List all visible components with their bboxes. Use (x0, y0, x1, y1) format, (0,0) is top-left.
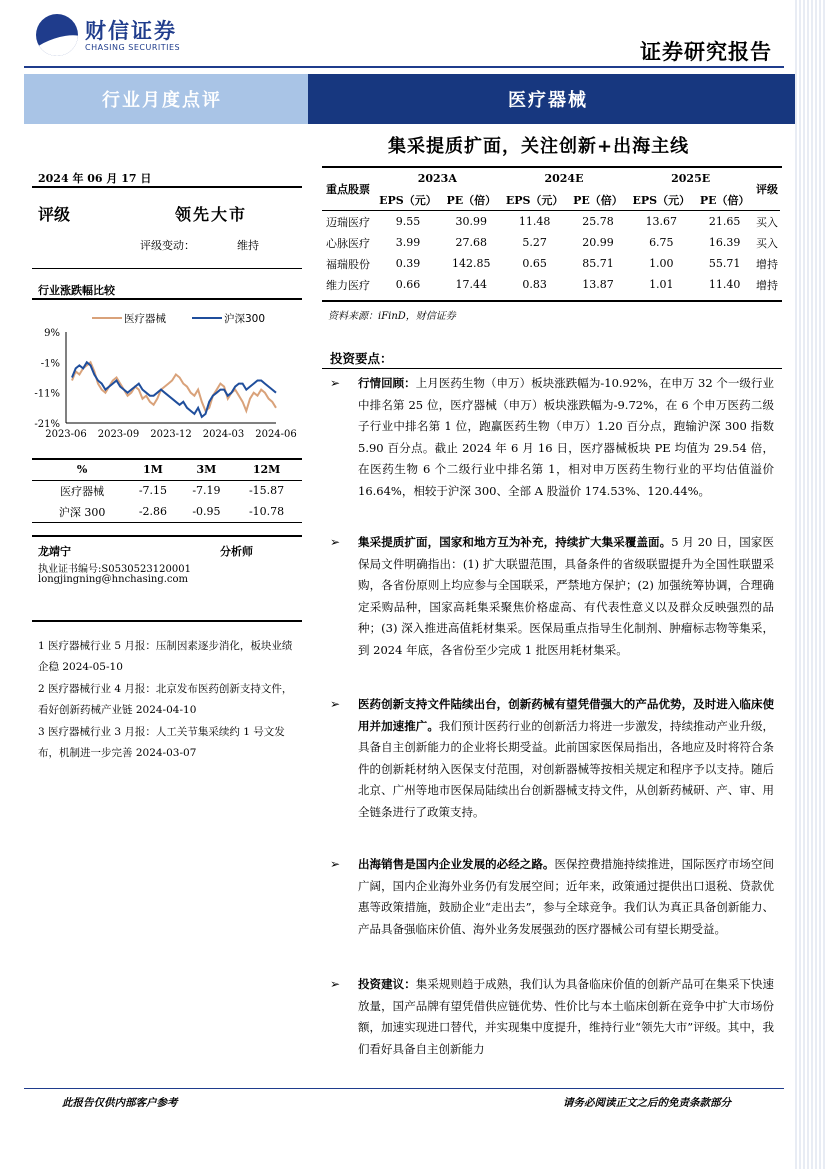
table-row (322, 274, 780, 295)
footer-disclaimer: 请务必阅读正文之后的免责条款部分 (563, 1097, 731, 1109)
divider (322, 300, 782, 302)
bullet-item (330, 532, 774, 661)
banner-industry-label: 医疗器械 (508, 90, 588, 111)
table-cell: 沪深 300 (58, 505, 106, 519)
table-row (322, 211, 780, 233)
table-cell: 迈瑞医疗 (325, 215, 370, 229)
bullet-item (330, 854, 774, 940)
divider (32, 268, 302, 269)
footer-note: 此报告仅供内部客户参考 (62, 1097, 178, 1109)
table-cell: 买入 (755, 215, 778, 229)
bullet-item (330, 974, 774, 1082)
arrow-bullet-icon: ➢ (330, 535, 341, 549)
table-cell: 142.85 (452, 257, 491, 270)
table-cell: 1.00 (649, 257, 674, 270)
table-row (322, 232, 780, 253)
divider (32, 480, 302, 481)
table-cell: 买入 (755, 236, 778, 250)
y-tick-label: 9% (44, 328, 60, 339)
divider (32, 298, 302, 300)
table-cell: -15.87 (248, 484, 285, 497)
table-cell: 0.39 (395, 257, 421, 270)
bullet-text: 医保控费措施持续推进，国际医疗市场空间广阔，国内企业海外业务仍有发展空间；近年来，政策通过提供出口退税、贷款优惠等政策措施，鼓励企业“走出去”，参与全球竞争。我们认为真正具备创新能力、产品具备强临床价值、海外业务发展强劲的医疗器械公司有望长期受益。 (358, 857, 775, 936)
related-report[interactable]: 3 医疗器械行业 3 月报：人工关节集采续约 1 号文发布，机制进一步完善 2024-03-07 (38, 726, 285, 759)
table-cell: 0.65 (522, 257, 547, 270)
table-cell: -10.78 (248, 505, 285, 518)
table-cell: 11.48 (518, 215, 551, 228)
bullet-heading: 集采提质扩面，国家和地方互为补充，持续扩大集采覆盖面。 (358, 535, 672, 549)
side-decoration (795, 0, 827, 1169)
rating-change-label: 评级变动： (140, 239, 195, 252)
table-row (38, 480, 300, 501)
analyst-email[interactable]: longjingning@hnchasing.com (38, 574, 189, 585)
x-tick-label: 2023-09 (97, 429, 140, 440)
table-header-cell: 3M (196, 463, 217, 476)
bullet-text: 我们预计医药行业的创新活力将进一步激发，持续推动产业升级，具备自主创新能力的企业将长期受益。此前国家医保局指出，各地应及时将符合条件的创新耗材纳入医保支付范围，对创新器械等按相关规定和程序予以支持。随后北京、广州等地市医保局陆续出台创新器械支持文件，从创新药械研、产、审、用全链条进行了政策支持。 (358, 718, 775, 819)
table-source: 资料来源：iFinD，财信证券 (328, 311, 456, 322)
arrow-bullet-icon: ➢ (330, 857, 341, 871)
table-cell: 27.68 (455, 236, 488, 249)
performance-table (38, 459, 300, 522)
divider (32, 535, 302, 537)
bullet-heading: 出海销售是国内企业发展的必经之路。 (358, 857, 555, 871)
analyst-cert: 执业证书编号:S0530523120001 (38, 564, 191, 575)
logo-icon (36, 14, 78, 56)
report-type: 证券研究报告 (640, 39, 772, 64)
report-title: 集采提质扩面，关注创新+出海主线 (388, 136, 690, 157)
arrow-bullet-icon: ➢ (330, 977, 341, 991)
rating-label: 评级 (38, 205, 71, 224)
legend-label: 沪深300 (224, 313, 266, 325)
table-header-cell: EPS（元） (379, 193, 437, 207)
table-cell: 55.71 (708, 257, 741, 270)
table-group-header: 2025E (671, 172, 711, 185)
stock-table (322, 168, 780, 295)
legend-label: 医疗器械 (124, 313, 166, 325)
table-cell: 6.75 (649, 236, 674, 249)
related-report[interactable]: 2 医疗器械行业 4 月报：北京发布医药创新支持文件，看好创新药械产业链 2024-04-10 (38, 683, 293, 716)
bullet-heading: 投资建议： (358, 977, 416, 991)
table-header-row (322, 189, 780, 211)
rating-value: 领先大市 (175, 205, 248, 224)
banner-category (24, 74, 308, 124)
table-header-cell: % (76, 463, 88, 476)
performance-chart (30, 302, 302, 444)
table-cell: 增持 (755, 257, 778, 271)
table-cell: 21.65 (708, 215, 741, 228)
bullet-item (330, 694, 774, 823)
bullet-heading: 医药创新支持文件陆续出台，创新药械有望凭借强大的产品优势，及时进入临床使用并加速推广。 (358, 697, 774, 733)
header-divider (24, 66, 784, 68)
table-group-header: 2023A (417, 172, 457, 185)
table-cell: 16.39 (708, 236, 741, 249)
table-header-cell: PE（倍） (446, 193, 497, 207)
table-cell: 17.44 (455, 278, 488, 291)
points-title: 投资要点： (330, 351, 393, 366)
rating-change-value: 维持 (237, 239, 259, 252)
divider (322, 368, 782, 369)
divider (32, 458, 302, 460)
x-tick-label: 2024-03 (202, 429, 245, 440)
table-cell: -7.19 (192, 484, 221, 497)
divider (32, 186, 302, 188)
table-cell: 13.87 (582, 278, 614, 291)
table-header-row (38, 459, 300, 480)
table-cell: 医疗器械 (60, 484, 105, 498)
table-header-cell: PE（倍） (699, 193, 750, 207)
table-header-cell: 重点股票 (325, 183, 370, 196)
logo-text: 财信证券 (85, 19, 177, 43)
table-header-cell: 12M (252, 463, 281, 476)
analyst-title: 分析师 (220, 545, 253, 558)
table-cell: 0.83 (522, 278, 547, 291)
table-cell: 25.78 (582, 215, 614, 228)
table-cell: -2.86 (138, 505, 168, 518)
table-header-cell: 评级 (755, 183, 778, 196)
table-cell: -7.15 (138, 484, 168, 497)
table-cell: 0.66 (395, 278, 421, 291)
table-cell: 30.99 (455, 215, 488, 228)
related-report[interactable]: 1 医疗器械行业 5 月报：压制因素逐步消化，板块业绩企稳 2024-05-10 (38, 640, 293, 673)
table-cell: 3.99 (395, 236, 421, 249)
table-header-cell: EPS（元） (505, 193, 564, 207)
table-cell: 5.27 (522, 236, 547, 249)
banner-category-label: 行业月度点评 (102, 90, 222, 111)
arrow-bullet-icon: ➢ (330, 697, 341, 711)
table-cell: 维力医疗 (325, 278, 370, 292)
table-header-cell: 1M (143, 463, 163, 476)
table-cell: 20.99 (582, 236, 614, 249)
footer-divider (24, 1088, 784, 1089)
x-tick-label: 2023-06 (45, 429, 87, 440)
table-header-cell: PE（倍） (573, 193, 623, 207)
table-cell: 心脉医疗 (325, 236, 370, 250)
bullet-text: 集采规则趋于成熟，我们认为具备临床价值的创新产品可在集采下快速放量，国产品牌有望凭借供应链优势、性价比与本土临床创新在竞争中扩大市场份额，加速实现进口替代，并实现集中度提升，维持行业“领先大市”评级。其中，我们看好具备自主创新能力 (358, 977, 774, 1056)
arrow-bullet-icon: ➢ (330, 376, 341, 390)
bullet-text: 上月医药生物（申万）板块涨跌幅为-10.92%，在申万 32 个一级行业中排名第 25 位，医疗器械（申万）板块涨跌幅为-9.72%，在 6 个申万医药二级子行业中排名第 1 位，跑赢医药生物（申万）1.20 百分点，跑输沪深 300 指数 5.90 百分点。截止 2024 年 6 月 16 日，医疗器械板块 PE 均值为 29.54 倍，在医药生物 6 个二级行业中排名第 1，相对申万医药生物行业的平均估值溢价 16.64%，相较于沪深 300、全部 A 股溢价 174.53%、120.44%。 (358, 376, 775, 498)
report-date: 2024 年 06 月 17 日 (38, 172, 152, 185)
bullet-item (330, 373, 774, 502)
table-cell: 增持 (755, 278, 778, 292)
table-cell: 13.67 (645, 215, 678, 228)
y-tick-label: -21% (34, 419, 60, 430)
bullet-text: 5 月 20 日，国家医保局文件明确指出：(1) 扩大联盟范围，具备条件的省级联盟提升为全国性联盟采购，各省份原则上均应参与全国联采，严禁地方保护；(2) 加强统筹协调，合理确定采购品种，国家高耗集采聚焦价格虚高、有代表性意义以及群众反映强烈的品种；(3) 深入推进高值耗材集采。医保局重点指导生化制剂、肿瘤标志物等集采，到 2024 年底，各省份至少完成 1 批医用耗材集采。 (358, 535, 774, 657)
table-cell: 11.40 (708, 278, 741, 291)
banner-industry (308, 74, 795, 124)
x-tick-label: 2023-12 (150, 429, 192, 440)
x-tick-label: 2024-06 (255, 429, 297, 440)
table-row (322, 253, 780, 274)
table-row (38, 501, 300, 522)
table-header-row (322, 168, 780, 189)
table-cell: 1.01 (649, 278, 674, 291)
table-header-cell: EPS（元） (632, 193, 691, 207)
divider (32, 620, 302, 622)
divider (32, 522, 302, 523)
y-tick-label: -1% (40, 358, 60, 370)
table-cell: 9.55 (395, 215, 421, 228)
comparison-title: 行业涨跌幅比较 (38, 284, 115, 297)
table-cell: 福瑞股份 (325, 257, 370, 271)
analyst-name: 龙靖宁 (38, 545, 71, 558)
table-cell: 85.71 (582, 257, 614, 270)
table-group-header: 2024E (544, 172, 584, 185)
logo-subtext: CHASING SECURITIES (85, 43, 181, 52)
y-tick-label: -11% (34, 388, 60, 400)
bullet-heading: 行情回顾： (358, 376, 416, 390)
table-cell: -0.95 (192, 505, 221, 518)
